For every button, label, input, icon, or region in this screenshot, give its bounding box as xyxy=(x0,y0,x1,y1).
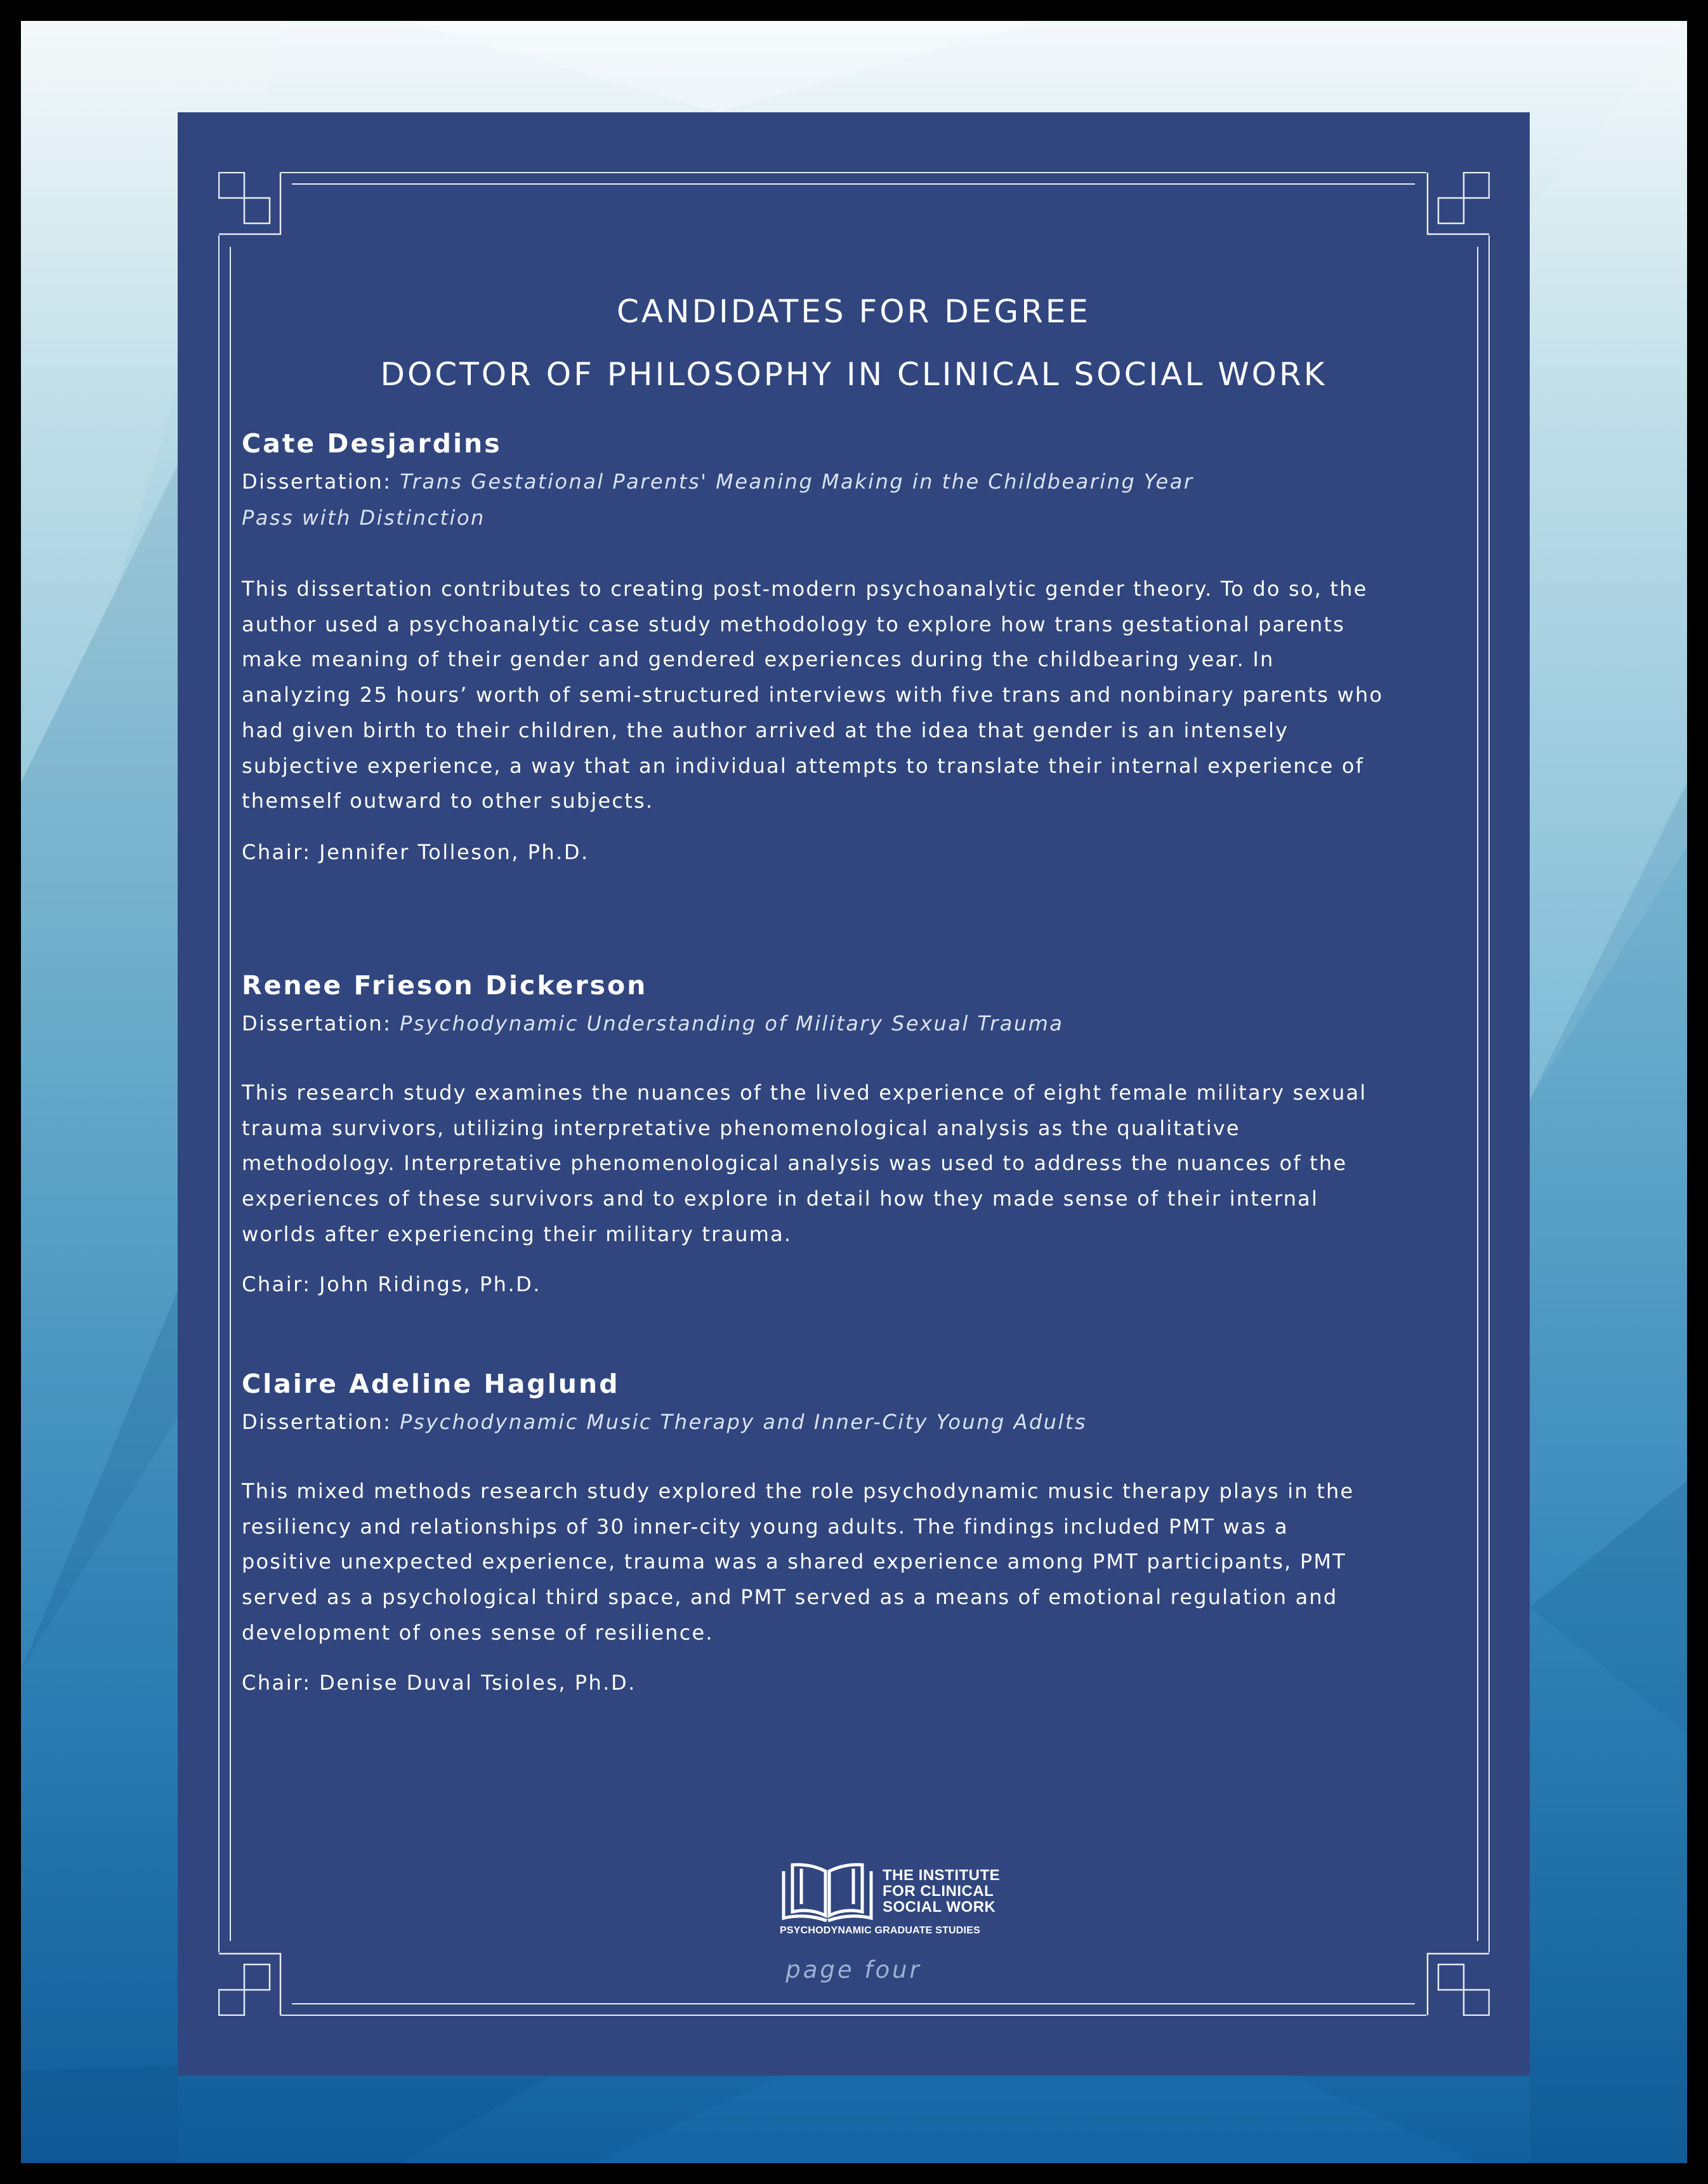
institute-logo xyxy=(780,1860,1021,1942)
dissertation-label: Dissertation: xyxy=(242,1410,400,1434)
frame-top-outer xyxy=(280,172,1426,173)
candidate-name: Renee Frieson Dickerson xyxy=(242,970,648,1001)
logo-subtitle: PSYCHODYNAMIC GRADUATE STUDIES xyxy=(780,1925,980,1936)
abstract-line: positive unexpected experience, trauma was a shared experience among PMT participants, PMT xyxy=(242,1549,1346,1574)
content-panel xyxy=(178,112,1530,2075)
frame-left-inner xyxy=(230,247,231,1941)
abstract-line: served as a psychological third space, and PMT served as a means of emotional regulation and xyxy=(242,1585,1338,1610)
page-label: page four xyxy=(785,1956,922,1983)
dissertation-title: Trans Gestational Parents' Meaning Making in the Childbearing Year xyxy=(400,470,1194,494)
abstract xyxy=(242,572,1479,819)
abstract-line: This mixed methods research study explored the role psychodynamic music therapy plays in the xyxy=(242,1479,1355,1503)
dissertation-line xyxy=(242,464,1479,499)
heading-candidates: CANDIDATES FOR DEGREE xyxy=(617,293,1091,330)
abstract-line: resiliency and relationships of 30 inner-city young adults. The findings included PMT was a xyxy=(242,1514,1289,1539)
frame-top-inner xyxy=(292,183,1415,185)
logo-wordmark xyxy=(883,1867,1000,1915)
frame-right-outer xyxy=(1488,235,1490,1952)
dissertation-line xyxy=(242,1006,1479,1041)
corner-ornament-top-left xyxy=(218,172,282,235)
dissertation-label: Dissertation: xyxy=(242,470,400,494)
committee-chair: Chair: Denise Duval Tsioles, Ph.D. xyxy=(242,1670,636,1695)
frame-bottom-outer xyxy=(280,2015,1426,2016)
candidate-entry xyxy=(242,426,1479,870)
open-book-icon xyxy=(780,1860,875,1923)
abstract-line: had given birth to their children, the author arrived at the idea that gender is an intensely xyxy=(242,718,1289,742)
abstract-line: development of ones sense of resilience. xyxy=(242,1620,714,1645)
logo-line: THE INSTITUTE xyxy=(883,1867,1001,1884)
abstract-line: themself outward to other subjects. xyxy=(242,789,654,813)
abstract-line: This dissertation contributes to creating post-modern psychoanalytic gender theory. To do so, the xyxy=(242,577,1368,601)
candidate-name: Claire Adeline Haglund xyxy=(242,1369,620,1399)
dissertation-title: Psychodynamic Understanding of Military Sexual Trauma xyxy=(400,1011,1064,1036)
dissertation-title: Psychodynamic Music Therapy and Inner-City Young Adults xyxy=(400,1410,1087,1434)
candidate-name: Cate Desjardins xyxy=(242,428,502,459)
abstract-line: author used a psychoanalytic case study methodology to explore how trans gestational parents xyxy=(242,612,1345,636)
committee-chair: Chair: Jennifer Tolleson, Ph.D. xyxy=(242,839,589,864)
dissertation-line xyxy=(242,1404,1479,1440)
page-background xyxy=(21,21,1687,2163)
distinction-note: Pass with Distinction xyxy=(242,506,485,530)
abstract-line: methodology. Interpretative phenomenological analysis was used to address the nuances of the xyxy=(242,1151,1348,1176)
abstract xyxy=(242,1474,1479,1651)
dissertation-label: Dissertation: xyxy=(242,1011,400,1036)
abstract xyxy=(242,1076,1479,1253)
corner-ornament-top-right xyxy=(1426,172,1490,235)
abstract-line: analyzing 25 hours’ worth of semi-structured interviews with five trans and nonbinary parents who xyxy=(242,683,1384,707)
frame-left-outer xyxy=(218,235,220,1952)
logo-line: FOR CLINICAL xyxy=(883,1883,994,1900)
frame-bottom-inner xyxy=(292,2003,1415,2004)
abstract-line: trauma survivors, utilizing interpretative phenomenological analysis as the qualitative xyxy=(242,1115,1240,1140)
committee-chair: Chair: John Ridings, Ph.D. xyxy=(242,1272,541,1296)
candidate-entry xyxy=(242,968,1479,1302)
abstract-line: make meaning of their gender and gendered experiences during the childbearing year. In xyxy=(242,647,1275,672)
logo-line: SOCIAL WORK xyxy=(883,1898,996,1916)
abstract-line: experiences of these survivors and to explore in detail how they made sense of their internal xyxy=(242,1187,1319,1211)
candidate-entry xyxy=(242,1366,1479,1700)
abstract-line: This research study examines the nuances of the lived experience of eight female military sexual xyxy=(242,1081,1367,1105)
abstract-line: subjective experience, a way that an individual attempts to translate their internal experience of xyxy=(242,753,1365,778)
heading-degree: DOCTOR OF PHILOSOPHY IN CLINICAL SOCIAL WORK xyxy=(380,356,1327,393)
abstract-line: worlds after experiencing their military trauma. xyxy=(242,1221,792,1246)
